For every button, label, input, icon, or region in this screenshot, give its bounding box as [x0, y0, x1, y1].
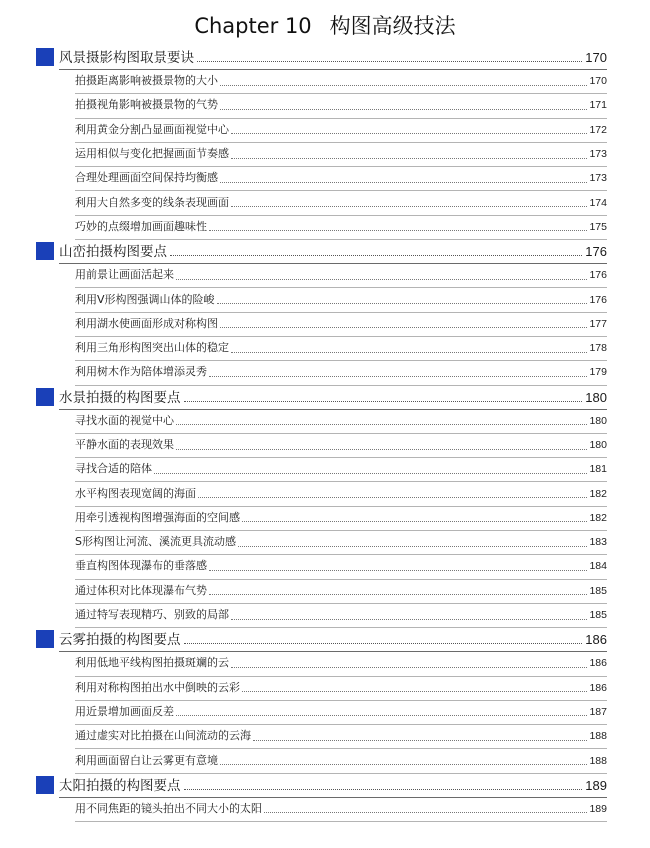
- toc-item-row[interactable]: [0, 142, 650, 166]
- item-title: 平静水面的表现效果: [75, 438, 174, 451]
- dot-leader: [176, 707, 587, 716]
- item-title: S形构图让河流、溪流更具流动感: [75, 535, 236, 549]
- toc-item-row[interactable]: [0, 118, 650, 142]
- toc-item-row[interactable]: [0, 579, 650, 603]
- section-marker-square: [36, 242, 54, 260]
- item-page-number: 185: [589, 609, 607, 622]
- item-title: 寻找合适的陪体: [75, 462, 152, 476]
- section-entry: [59, 47, 607, 70]
- dot-leader: [176, 441, 587, 450]
- dot-leader: [238, 538, 587, 547]
- toc-item-entry: [75, 118, 607, 143]
- section-entry: [59, 387, 607, 410]
- item-page-number: 179: [589, 366, 607, 379]
- item-page-number: 173: [589, 148, 607, 161]
- toc-item-row[interactable]: [0, 287, 650, 311]
- toc-item-row[interactable]: [0, 215, 650, 239]
- dot-leader: [197, 47, 582, 62]
- item-title: 利用画面留白让云雾更有意境: [75, 753, 218, 767]
- item-page-number: 183: [589, 536, 607, 549]
- toc-item-entry: [75, 481, 607, 506]
- item-page-number: 182: [589, 487, 607, 500]
- toc-section-row[interactable]: [0, 775, 650, 797]
- toc-item-row[interactable]: [0, 409, 650, 433]
- toc-item-entry: [75, 93, 607, 118]
- dot-leader: [198, 489, 587, 498]
- dot-leader: [231, 125, 587, 134]
- item-page-number: 187: [589, 705, 607, 718]
- item-page-number: 189: [589, 802, 607, 815]
- item-page-number: 171: [589, 99, 607, 112]
- item-page-number: 188: [589, 730, 607, 743]
- section-marker-square: [36, 48, 54, 66]
- toc-item-entry: [75, 190, 607, 215]
- dot-leader: [209, 368, 587, 377]
- dot-leader: [154, 465, 587, 474]
- item-page-number: 175: [589, 220, 607, 233]
- section-entry: [59, 629, 607, 652]
- item-title: 通过特写表现精巧、别致的局部: [75, 608, 229, 622]
- toc-section-row[interactable]: [0, 629, 650, 651]
- item-page-number: 186: [589, 657, 607, 670]
- item-title: 利用三角形构图突出山体的稳定: [75, 341, 229, 355]
- dot-leader: [242, 513, 587, 522]
- toc-item-entry: [75, 651, 607, 676]
- item-title: 垂直构图体现瀑布的垂落感: [75, 559, 207, 573]
- toc-section-row[interactable]: [0, 387, 650, 409]
- toc-item-entry: [75, 360, 607, 385]
- toc-item-entry: [75, 603, 607, 628]
- item-title: 利用黄金分割凸显画面视觉中心: [75, 122, 229, 136]
- section-page-number: 186: [585, 632, 607, 648]
- toc-item-row[interactable]: [0, 603, 650, 627]
- toc-item-row[interactable]: [0, 530, 650, 554]
- toc-item-entry: [75, 530, 607, 555]
- item-page-number: 172: [589, 123, 607, 136]
- toc-item-entry: [75, 287, 607, 312]
- dot-leader: [184, 387, 583, 402]
- dot-leader: [231, 611, 587, 620]
- item-page-number: 180: [589, 439, 607, 451]
- toc-item-row[interactable]: [0, 166, 650, 190]
- chapter-heading: [0, 10, 650, 40]
- item-title: 通过虚实对比拍摄在山间流动的云海: [75, 729, 251, 743]
- toc-item-row[interactable]: [0, 263, 650, 287]
- section-page-number: 180: [585, 389, 607, 405]
- item-title: 用前景让画面活起来: [75, 268, 174, 282]
- toc-item-row[interactable]: [0, 651, 650, 675]
- item-page-number: 178: [589, 342, 607, 355]
- toc-item-row[interactable]: [0, 336, 650, 360]
- item-page-number: 185: [589, 584, 607, 597]
- toc-item-row[interactable]: [0, 190, 650, 214]
- chapter-title: 构图高级技法: [329, 14, 456, 38]
- toc-item-entry: [75, 433, 607, 458]
- item-page-number: 180: [589, 414, 607, 427]
- item-title: 用不同焦距的镜头拍出不同大小的太阳: [75, 801, 262, 815]
- toc-item-row[interactable]: [0, 506, 650, 530]
- item-title: 利用湖水使画面形成对称构图: [75, 316, 218, 330]
- dot-leader: [220, 101, 587, 110]
- item-title: 拍摄视角影响被摄景物的气势: [75, 98, 218, 112]
- toc-item-row[interactable]: [0, 724, 650, 748]
- item-page-number: 188: [589, 754, 607, 767]
- section-title: 太阳拍摄的构图要点: [59, 777, 181, 794]
- item-page-number: 173: [589, 172, 607, 185]
- toc-item-entry: [75, 336, 607, 361]
- toc-item-entry: [75, 506, 607, 531]
- item-page-number: 182: [589, 511, 607, 524]
- dot-leader: [217, 295, 588, 304]
- toc-item-entry: [75, 724, 607, 749]
- toc-item-row[interactable]: [0, 481, 650, 505]
- item-title: 用近景增加画面反差: [75, 704, 174, 718]
- dot-leader: [220, 319, 587, 328]
- dot-leader: [220, 756, 587, 765]
- toc-item-row[interactable]: [0, 554, 650, 578]
- dot-leader: [231, 659, 587, 668]
- toc-item-row[interactable]: [0, 676, 650, 700]
- toc-item-row[interactable]: [0, 360, 650, 384]
- item-title: 利用树木作为陪体增添灵秀: [75, 365, 207, 379]
- dot-leader: [184, 629, 583, 644]
- dot-leader: [253, 732, 587, 741]
- dot-leader: [176, 271, 587, 280]
- item-title: 合理处理画面空间保持均衡感: [75, 171, 218, 185]
- item-page-number: 176: [589, 269, 607, 282]
- toc-item-row[interactable]: [0, 69, 650, 93]
- toc-item-row[interactable]: [0, 748, 650, 772]
- section-marker-square: [36, 388, 54, 406]
- toc-item-row[interactable]: [0, 457, 650, 481]
- dot-leader: [220, 77, 587, 86]
- toc-item-entry: [75, 554, 607, 579]
- dot-leader: [209, 586, 587, 595]
- table-of-contents: [0, 47, 650, 823]
- item-title: 利用低地平线构图拍摄斑斓的云: [75, 656, 229, 670]
- toc-item-entry: [75, 215, 607, 240]
- dot-leader: [170, 241, 582, 256]
- dot-leader: [209, 562, 587, 571]
- toc-item-entry: [75, 69, 607, 94]
- item-page-number: 177: [589, 317, 607, 330]
- item-page-number: 170: [589, 75, 607, 88]
- toc-item-entry: [75, 142, 607, 167]
- section-title: 山峦拍摄构图要点: [59, 244, 167, 261]
- item-title: 通过体积对比体现瀑布气势: [75, 583, 207, 597]
- chapter-number: Chapter 10: [194, 14, 312, 38]
- item-title: 巧妙的点缀增加画面趣味性: [75, 219, 207, 233]
- dot-leader: [209, 222, 587, 231]
- toc-item-row[interactable]: [0, 700, 650, 724]
- toc-item-entry: [75, 797, 607, 822]
- item-title: 用牵引透视构图增强海面的空间感: [75, 510, 240, 524]
- toc-item-entry: [75, 748, 607, 773]
- item-title: 水平构图表现宽阔的海面: [75, 486, 196, 500]
- item-title: 利用对称构图拍出水中倒映的云彩: [75, 680, 240, 694]
- toc-section-row[interactable]: [0, 241, 650, 263]
- item-title: 运用相似与变化把握画面节奏感: [75, 147, 229, 161]
- item-title: 利用V形构图强调山体的险峻: [75, 292, 215, 306]
- dot-leader: [231, 344, 587, 353]
- toc-item-entry: [75, 579, 607, 604]
- dot-leader: [220, 174, 587, 183]
- item-page-number: 184: [589, 560, 607, 573]
- item-title: 利用大自然多变的线条表现画面: [75, 195, 229, 209]
- dot-leader: [264, 804, 587, 813]
- section-entry: [59, 241, 607, 264]
- section-page-number: 189: [585, 777, 607, 793]
- dot-leader: [231, 198, 587, 207]
- item-page-number: 186: [589, 681, 607, 694]
- section-marker-square: [36, 776, 54, 794]
- toc-item-row[interactable]: [0, 797, 650, 821]
- toc-item-entry: [75, 700, 607, 725]
- toc-item-entry: [75, 676, 607, 701]
- dot-leader: [184, 775, 583, 790]
- toc-item-entry: [75, 457, 607, 482]
- item-title: 寻找水面的视觉中心: [75, 413, 174, 427]
- item-page-number: 174: [589, 196, 607, 209]
- toc-item-row[interactable]: [0, 433, 650, 457]
- item-title: 拍摄距离影响被摄景物的大小: [75, 74, 218, 88]
- item-page-number: 181: [589, 463, 607, 476]
- section-page-number: 176: [585, 244, 607, 260]
- dot-leader: [231, 150, 587, 159]
- toc-item-entry: [75, 312, 607, 337]
- toc-item-entry: [75, 263, 607, 288]
- dot-leader: [176, 416, 587, 425]
- section-entry: [59, 775, 607, 798]
- section-title: 水景拍摄的构图要点: [59, 389, 181, 406]
- section-title: 风景摄影构图取景要诀: [59, 50, 194, 66]
- dot-leader: [242, 683, 587, 692]
- toc-section-row[interactable]: [0, 47, 650, 69]
- item-page-number: 176: [589, 293, 607, 306]
- section-title: 云雾拍摄的构图要点: [59, 632, 181, 649]
- toc-item-row[interactable]: [0, 312, 650, 336]
- section-marker-square: [36, 630, 54, 648]
- section-page-number: 170: [585, 50, 607, 65]
- toc-item-entry: [75, 409, 607, 434]
- toc-item-row[interactable]: [0, 93, 650, 117]
- toc-item-entry: [75, 166, 607, 191]
